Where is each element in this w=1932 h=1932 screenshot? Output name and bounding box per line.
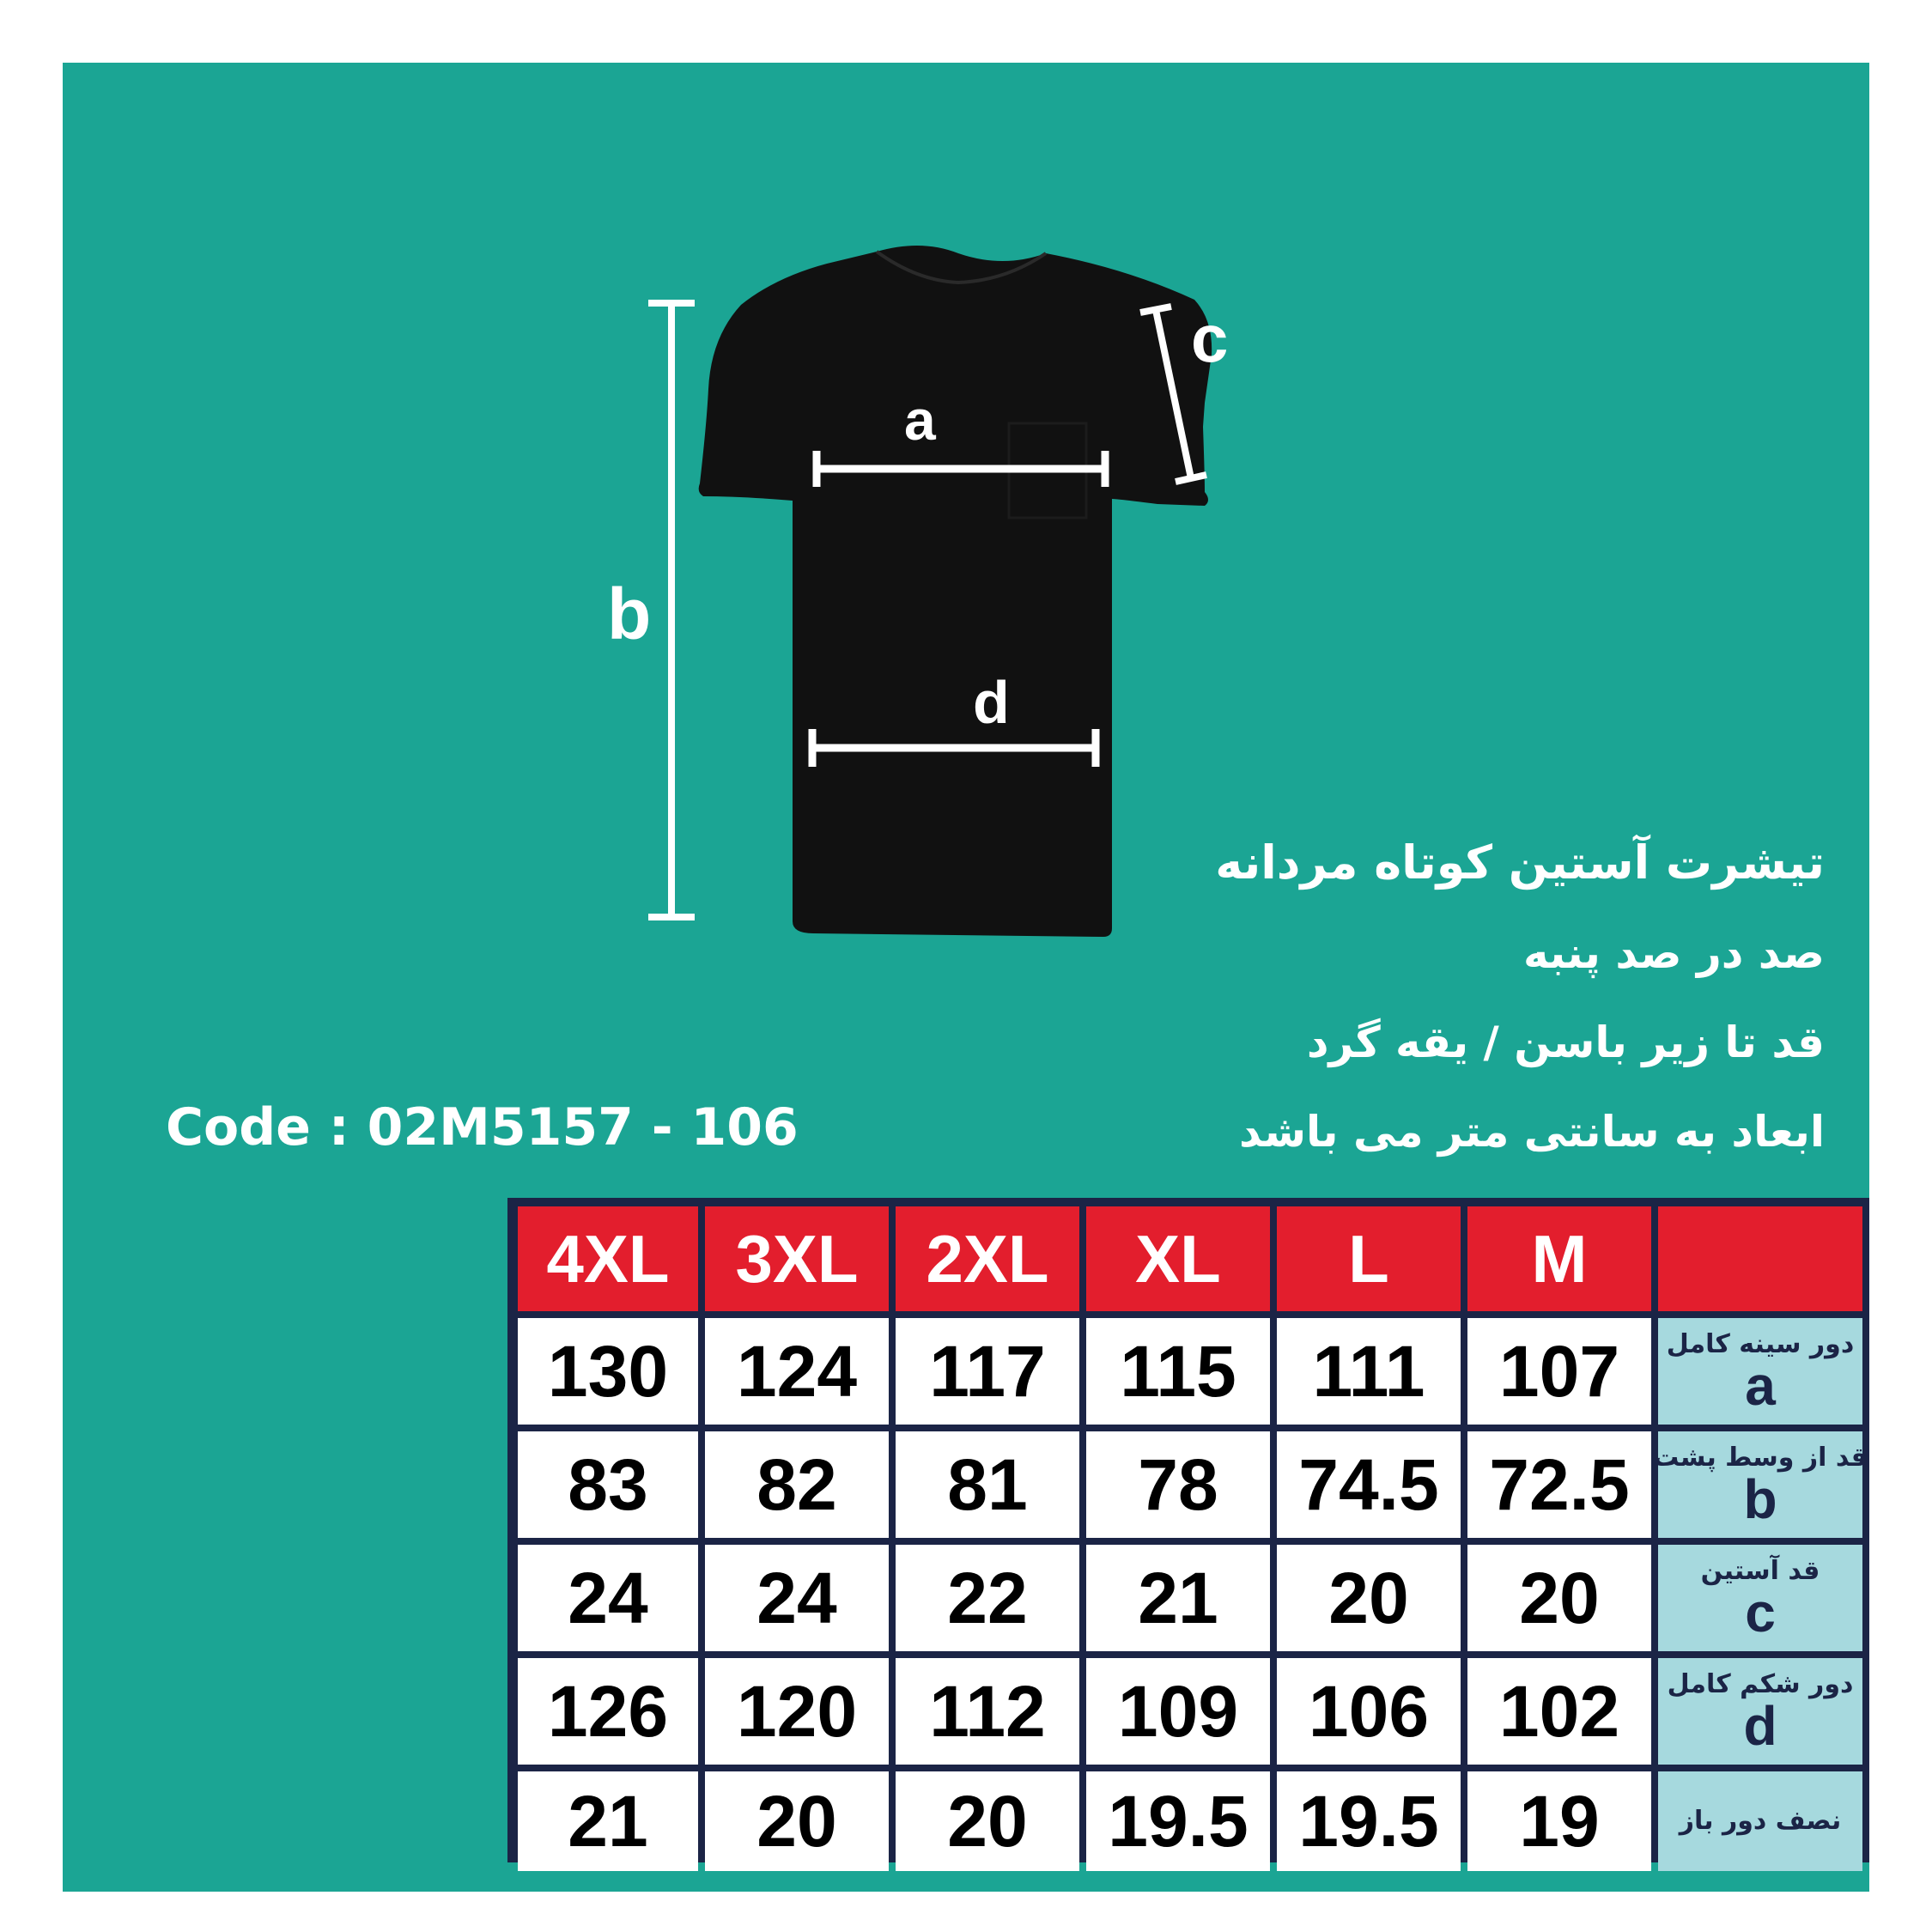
- table-cell: 20: [1467, 1545, 1651, 1651]
- row-label-key: b: [1743, 1467, 1777, 1530]
- table-cell: 106: [1277, 1658, 1461, 1765]
- size-header-3xl: 3XL: [705, 1206, 889, 1311]
- table-cell: 102: [1467, 1658, 1651, 1765]
- table-cell: 24: [518, 1545, 698, 1651]
- table-cell: 81: [896, 1431, 1079, 1538]
- product-code: Code : 02M5157 - 106: [166, 1097, 799, 1157]
- measure-label-a: a: [904, 388, 936, 452]
- size-table: [507, 1198, 1869, 1862]
- size-header-l: L: [1277, 1206, 1461, 1311]
- row-label-text: نصف دور باز: [1679, 1805, 1842, 1836]
- row-label-text: دور شکم کامل: [1667, 1669, 1854, 1700]
- header-empty-cell: [1658, 1206, 1862, 1311]
- row-label-chest: [1658, 1318, 1862, 1425]
- table-cell: 21: [518, 1771, 698, 1871]
- row-label-text: دور سینه کامل: [1666, 1329, 1855, 1360]
- fit-text: قد تا زیر باسن / یقه گرد: [1306, 1018, 1825, 1067]
- table-cell: 19.5: [1086, 1771, 1270, 1871]
- table-cell: 109: [1086, 1658, 1270, 1765]
- material-text: صد در صد پنبه: [1523, 928, 1825, 978]
- table-cell: 20: [1277, 1545, 1461, 1651]
- row-label-text: قد آستین: [1700, 1556, 1820, 1587]
- size-header-2xl: 2XL: [896, 1206, 1079, 1311]
- size-header-xl: XL: [1086, 1206, 1270, 1311]
- row-label-sleeve-opening: [1658, 1771, 1862, 1871]
- measure-label-c: c: [1191, 301, 1229, 376]
- table-cell: 111: [1277, 1318, 1461, 1425]
- table-cell: 120: [705, 1658, 889, 1765]
- table-cell: 21: [1086, 1545, 1270, 1651]
- table-cell: 130: [518, 1318, 698, 1425]
- row-label-length: [1653, 1431, 1868, 1538]
- table-cell: 24: [705, 1545, 889, 1651]
- tshirt-illustration: [699, 246, 1212, 937]
- product-title: تیشرت آستین کوتاه مردانه: [1215, 835, 1825, 890]
- table-cell: 117: [896, 1318, 1079, 1425]
- table-cell: 78: [1086, 1431, 1270, 1538]
- table-cell: 22: [896, 1545, 1079, 1651]
- row-label-key: a: [1745, 1354, 1776, 1417]
- size-header-m: M: [1467, 1206, 1651, 1311]
- table-cell: 74.5: [1277, 1431, 1461, 1538]
- measure-label-b: b: [607, 574, 652, 654]
- row-label-waist: [1658, 1658, 1862, 1765]
- table-cell: 72.5: [1467, 1431, 1651, 1538]
- table-cell: 107: [1467, 1318, 1651, 1425]
- table-cell: 83: [518, 1431, 698, 1538]
- table-cell: 124: [705, 1318, 889, 1425]
- row-label-key: d: [1743, 1694, 1777, 1757]
- units-note: ابعاد به سانتی متر می باشد: [1238, 1107, 1825, 1157]
- measure-label-d: d: [973, 669, 1010, 736]
- table-cell: 115: [1086, 1318, 1270, 1425]
- table-cell: 20: [705, 1771, 889, 1871]
- table-cell: 19: [1467, 1771, 1651, 1871]
- table-cell: 20: [896, 1771, 1079, 1871]
- measure-b-line: [648, 303, 695, 917]
- table-cell: 112: [896, 1658, 1079, 1765]
- table-cell: 82: [705, 1431, 889, 1538]
- table-cell: 126: [518, 1658, 698, 1765]
- row-label-key: c: [1745, 1581, 1776, 1643]
- row-label-text: قد از وسط پشت: [1653, 1443, 1868, 1473]
- table-cell: 19.5: [1277, 1771, 1461, 1871]
- size-header-4xl: 4XL: [518, 1206, 698, 1311]
- product-panel: [63, 63, 1869, 1892]
- row-label-sleeve: [1658, 1545, 1862, 1651]
